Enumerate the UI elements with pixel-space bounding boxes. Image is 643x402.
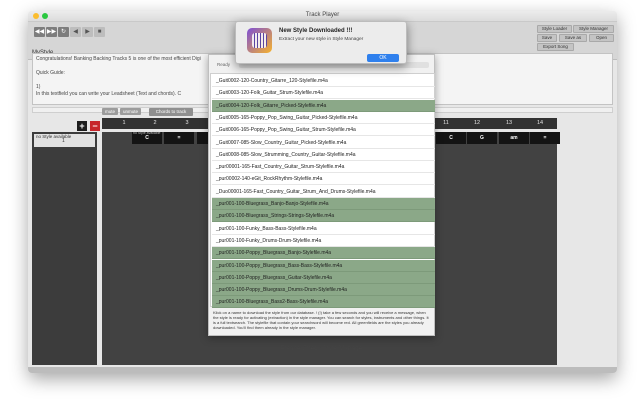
play-icon[interactable]: ▶ (82, 27, 93, 37)
open-button[interactable]: Open (589, 34, 614, 42)
style-list-item[interactable]: _pur001-100-Poppy_Bluegrass_Guitar-Stylefile.m4a (212, 272, 435, 284)
editor-line: Quick Guide: (36, 70, 65, 76)
add-track-button[interactable]: + (77, 121, 87, 131)
mute-button[interactable]: mute (102, 108, 118, 115)
status-message: Please Check Style Manager (280, 345, 365, 352)
measure-number: 11 (443, 120, 449, 126)
chord-cell[interactable] (164, 132, 194, 144)
style-list-item[interactable]: _pur00002-140-eGit_RockRhythm-Stylefile.m4a (212, 173, 435, 185)
style-list-item[interactable]: _pur00001-165-Fast_Country_Guitar_Strum-Stylefile.m4a (212, 161, 435, 173)
save-button[interactable]: Save (537, 34, 557, 42)
style-list-item[interactable]: _Guit0006-165-Poppy_Pop_Swing_Guitar_Strum-Stylefile.m4a (212, 124, 435, 136)
stop-icon[interactable]: ■ (94, 27, 105, 37)
save-as-button[interactable]: Save as (559, 34, 587, 42)
measure-number: 14 (536, 120, 544, 126)
chord-cell[interactable] (467, 132, 497, 144)
style-list-item[interactable]: _pur001-100-Bluegrass_Bass2-Bass-Stylefile.m4a (212, 296, 435, 308)
ok-button[interactable]: OK (367, 54, 399, 62)
measure-number: 13 (505, 120, 513, 126)
measure-number: 12 (473, 120, 481, 126)
editor-line: 1) (36, 84, 41, 90)
editor-line: Congratulations! Banking Backing Tracks 5 is one of the most efficient Digi (36, 56, 201, 62)
unmute-button[interactable]: unmute (120, 108, 141, 115)
app-icon (247, 28, 272, 53)
style-list-item[interactable]: _pur001-100-Bluegrass_Banjo-Banjo-Stylefile.m4a (212, 198, 435, 210)
loop-icon[interactable]: ↻ (58, 27, 69, 37)
chord-label: C (449, 135, 453, 141)
chords-to-track-button[interactable]: Chords to track (149, 108, 193, 116)
chord-cell[interactable] (530, 132, 560, 144)
editor-line: In this textfield you can write your Leadsheet (Text and chords). C (36, 91, 182, 97)
style-list-item[interactable]: _pur001-100-Funky_Bass-Bass-Stylefile.m4a (212, 223, 435, 235)
no-style-label: no Style available (36, 134, 72, 139)
chord-label: C (145, 135, 149, 141)
chord-label: am (510, 135, 518, 141)
alert-title: New Style Downloaded !!! (279, 28, 353, 34)
remove-track-button[interactable]: − (90, 121, 100, 131)
chord-cell[interactable] (132, 132, 162, 144)
window-title: Track Player (305, 12, 340, 18)
track-style-panel (32, 132, 97, 365)
new-style-alert (235, 21, 407, 64)
download-info-text: Klick on a name to download the style from our database. ! (!) take a few seconds and you will receive a message, when the style is ready for activating (extraction) in the style manager. You can search for styles, instruments and other things. It is a full textsearch. The stylefile that contain your searchword will become red. All greenfields are the styles you already downloaded. You'll find them already in the style manager. (213, 310, 429, 331)
style-list-item[interactable]: _Duo00001-165-Fast_Country_Guitar_Strum_And_Drums-Stylefile.m4a (212, 186, 435, 198)
style-list-item[interactable]: _pur001-100-Poppy_Bluegrass_Drums-Drum-Stylefile.m4a (212, 284, 435, 296)
style-download-sheet (208, 54, 435, 336)
alert-message: Extract your new style in Style Manager (279, 37, 364, 42)
style-list-item[interactable]: _pur001-100-Poppy_Bluegrass_Banjo-Stylefile.m4a (212, 247, 435, 259)
style-list-item[interactable]: _Guit0002-120-Country_Gitarre_120-Stylefile.m4a (212, 75, 435, 87)
ready-label: Ready (217, 62, 231, 67)
chord-cell[interactable] (436, 132, 466, 144)
transport-controls (34, 27, 105, 37)
bottom-bar (28, 367, 617, 373)
style-list-item[interactable]: _Guit0005-165-Poppy_Pop_Swing_Guitar_Picked-Stylefile.m4a (212, 112, 435, 124)
style-list-item[interactable]: _pur001-100-Poppy_Bluegrass_Bass-Bass-Stylefile.m4a (212, 260, 435, 272)
style-list-item[interactable]: _Guit0007-085-Slow_Country_Guitar_Picked-Stylefile.m4a (212, 137, 435, 149)
rewind-icon[interactable]: ◀◀ (34, 29, 45, 35)
style-list-item[interactable]: _Guit0004-120-Folk_Gitarre_Picked-Stylefile.m4a (212, 100, 435, 112)
style-list-item[interactable]: _Guit0008-085-Slow_Strumming_Country_Guitar-Stylefile.m4a (212, 149, 435, 161)
style-list-item[interactable]: _pur001-100-Funky_Drums-Drum-Stylefile.m4a (212, 235, 435, 247)
style-list-item[interactable]: _pur001-100-Bluegrass_Strings-Strings-Stylefile.m4a (212, 210, 435, 222)
chord-label: G (480, 135, 484, 141)
chord-cell[interactable] (499, 132, 529, 144)
style-value: 1 (62, 138, 65, 144)
forward-icon[interactable]: ▶▶ (46, 29, 57, 35)
chord-cell-caption: no Style available (133, 131, 161, 135)
chord-label: = (177, 135, 181, 141)
previous-icon[interactable]: ◀ (70, 27, 81, 37)
chord-label: = (543, 135, 547, 141)
export-song-button[interactable]: Export Song (537, 43, 574, 51)
mute-controls (102, 108, 141, 115)
style-download-list (210, 73, 435, 307)
style-loader-button[interactable]: Style Loader (537, 25, 572, 33)
measure-number: 2 (153, 120, 157, 126)
measure-number: 1 (122, 120, 126, 126)
style-list-item[interactable]: _Guit0003-120-Folk_Guitar_Strum-Stylefile.m4a (212, 87, 435, 99)
style-manager-button[interactable]: Style Manager (573, 25, 614, 33)
measure-number: 3 (185, 120, 189, 126)
style-selector[interactable] (34, 134, 95, 147)
